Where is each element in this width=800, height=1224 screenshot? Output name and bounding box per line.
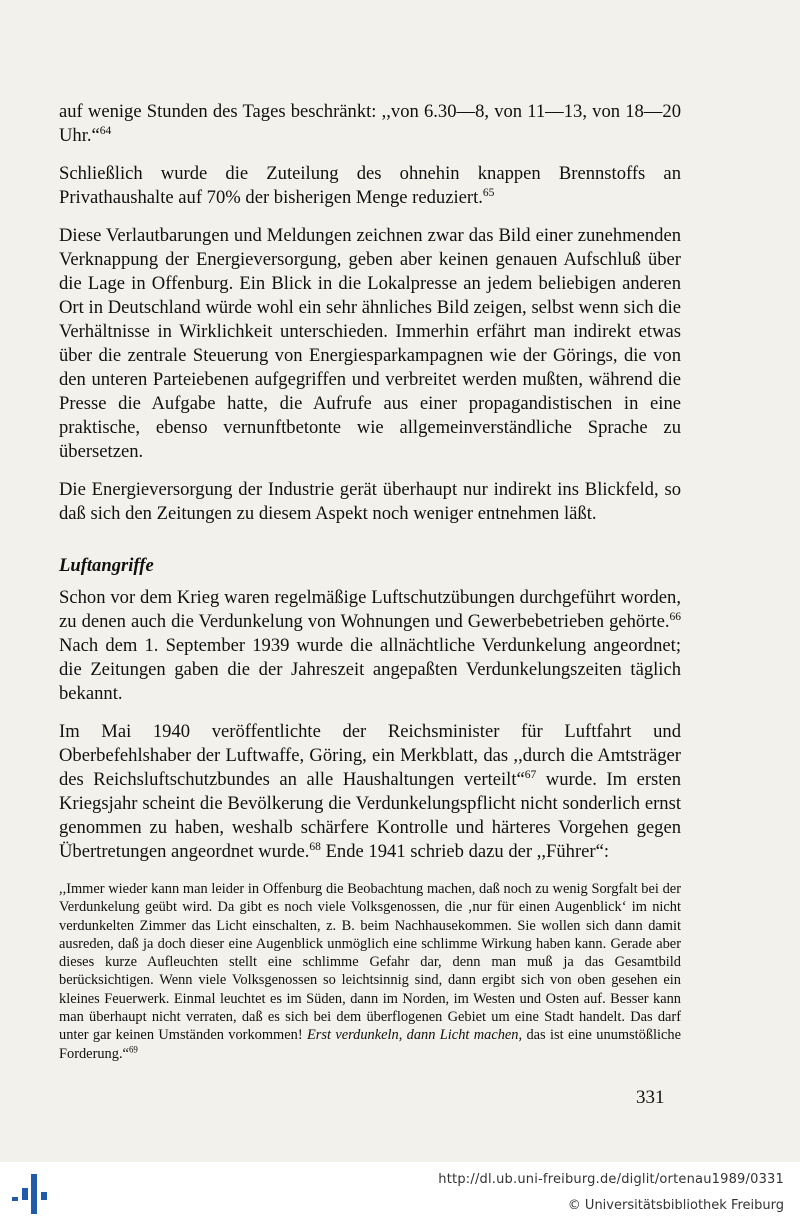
quote-emphasis: Erst verdunkeln, dann Licht machen, (306, 1027, 523, 1044)
footnote-ref-68[interactable]: 68 (309, 841, 321, 854)
paragraph-2: Schließlich wurde die Zuteilung des ohnehin knappen Brennstoffs an Privathaushalte auf 70% der bisherigen Menge reduziert.$^{65}$ (59, 163, 681, 208)
footnote-ref-67[interactable]: 67 (524, 769, 537, 782)
footnote-ref-64[interactable]: 64 (99, 125, 112, 138)
body-text (59, 100, 681, 1063)
page-number: 331 (636, 1087, 665, 1108)
footnote-ref-69[interactable]: 69 (128, 1044, 138, 1055)
section-heading: Luftangriffe (59, 555, 154, 576)
footnote-ref-66[interactable]: 66 (669, 611, 681, 624)
paragraph-6: Im Mai 1940 veröffentlichte der Reichsminister für Luftfahrt und Oberbefehlshaber der Luftwaffe, Göring, ein Merkblatt, das ,,durch die Amtsträger des Reichsluftschutzbundes an alle Haushaltungen verteilt“$^{67}$ wurde. Im ersten Kriegsjahr scheint die Bevölkerung die Verdunkelungspflicht nicht sonderlich ernst genommen zu haben, weshalb schärfere Kontrolle und härteres Vorgehen gegen Übertretungen angeordnet wurde.$^{68}$ Ende 1941 schrieb dazu der ,,Führer“: (59, 721, 681, 862)
paragraph-4: Die Energieversorgung der Industrie gerät überhaupt nur indirekt ins Blickfeld, so daß sich den Zeitungen zu diesem Aspekt noch weniger entnehmen läßt. (59, 479, 681, 524)
block-quote: ,,Immer wieder kann man leider in Offenburg die Beobachtung machen, daß noch zu wenig Sorgfalt bei der Verdunkelung geübt wird. Da gibt es noch viele Volksgenossen, die ‚nur für einen Augenblick‘ im nicht verdunkelten Zimmer das Licht einschalten, z. B. beim Nachhausekommen. Sie wollen sich dann damit ausreden, daß ja doch dieser eine Augenblick unmöglich eine schlimme Wirkung haben kann. Gerade aber dieses kurze Aufleuchten stellt eine schlimme Gefahr dar, denn man muß ja das Gesamtbild berücksichtigen. Wenn viele Volksgenossen so leichtsinnig sind, dann ergibt sich von oben gesehen ein kleines Feuerwerk. Einmal leuchtet es im Süden, dann im Norden, im Westen und Osten auf. Besser kann man überhaupt nicht verraten, daß es sich bei dem überflogenen Gebiet um eine Stadt handelt. Das darf unter gar keinen Umständen vorkommen! Erst verdunkeln, dann Licht machen, das ist eine unumstößliche Forderung.“$^{69}$ (59, 881, 682, 1062)
paragraph-5: Schon vor dem Krieg waren regelmäßige Luftschutzübungen durchgeführt worden, zu denen auch die Verdunkelung von Wohnungen und Gewerbebetrieben gehörte.$^{66}$ Nach dem 1. September 1939 wurde die allnächtliche Verdunkelung angeordnet; die Zeitungen gaben die der Jahreszeit angepaßten Verdunkelungszeiten täglich bekannt. (59, 587, 681, 704)
paragraph-1: auf wenige Stunden des Tages beschränkt: ,,von 6.30—8, von 11—13, von 18—20 Uhr.“$^{64}$ (59, 101, 681, 146)
paragraph-3: Diese Verlautbarungen und Meldungen zeichnen zwar das Bild einer zunehmenden Verknappung der Energieversorgung, geben aber keinen genauen Aufschluß über die Lage in Offenburg. Ein Blick in die Lokalpresse an jedem beliebigen anderen Ort in Deutschland würde wohl ein sehr ähnliches Bild zeigen, selbst wenn sich die Verhältnisse in Wirklichkeit unterschieden. Immerhin erfährt man indirekt etwas über die zentrale Steuerung von Energiesparkampagnen wie der Görings, die von den unteren Parteiebenen aufgegriffen und verbreitet werden mußten, während die Presse die Aufgabe hatte, die Aufrufe aus einer propagandistischen in eine praktische, ebenso vernunftbetonte wie allgemeinverständliche Sprache zu übersetzen. (59, 225, 681, 462)
copyright-notice: © Universitätsbibliothek Freiburg (567, 1198, 784, 1213)
viewer-footer (0, 1162, 800, 1224)
library-logo-icon (10, 1170, 54, 1216)
footnote-ref-65[interactable]: 65 (482, 187, 495, 200)
permalink-url[interactable]: http://dl.ub.uni-freiburg.de/diglit/ortenau1989/0331 (438, 1172, 784, 1187)
